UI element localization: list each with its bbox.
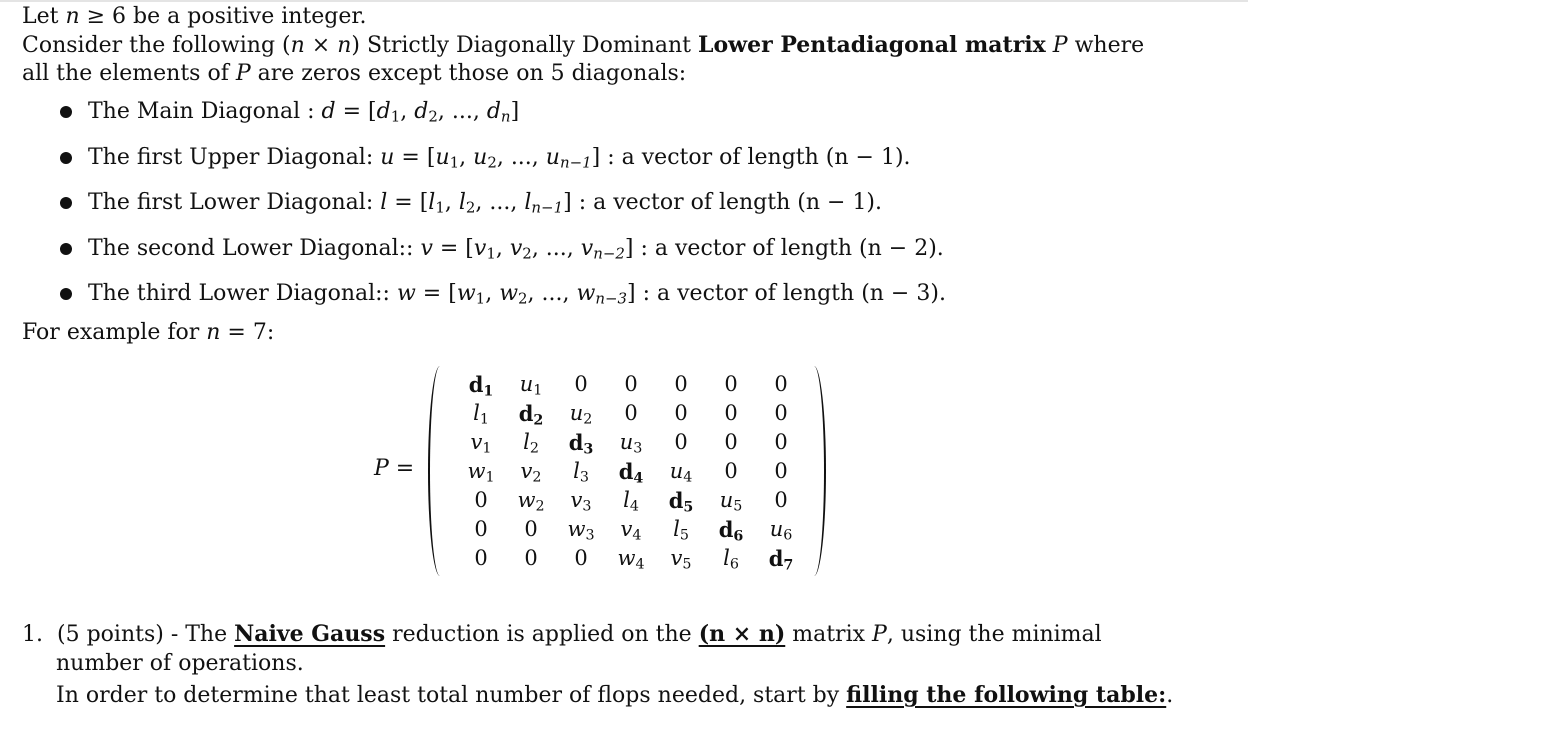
matrix-cell-r5-c3: $v_3$: [570, 488, 592, 515]
matrix-cell-r6-c5: $l_5$: [673, 517, 689, 544]
matrix-cell-r1-c2: $u_1$: [519, 372, 543, 399]
matrix-cell-r5-c1: 0: [474, 488, 488, 512]
matrix-cell-r3-c5: 0: [674, 430, 688, 454]
matrix-cell-r5-c2: $w_2$: [517, 488, 545, 515]
matrix-cell-r2-c7: 0: [774, 401, 788, 425]
bullet-dot-4: [60, 243, 72, 255]
question-line-1: 1. (5 points) - The Naive Gauss reduction is applied on the (n × n) matrix P, using the minimal: [22, 621, 1102, 647]
matrix-cell-r4-c5: $u_4$: [669, 459, 693, 486]
matrix-cell-r1-c7: 0: [774, 372, 788, 396]
matrix-cell-r3-c7: 0: [774, 430, 788, 454]
matrix-cell-r3-c6: 0: [724, 430, 738, 454]
bullet-dot-2: [60, 152, 72, 164]
matrix-cell-r5-c7: 0: [774, 488, 788, 512]
matrix-cell-r4-c7: 0: [774, 459, 788, 483]
bullet-first-upper-diagonal: The first Upper Diagonal: $u = [u_1$, $u_2$, ..., $u_{n-1}$] : a vector of length (n − 1).: [88, 145, 911, 172]
matrix-cell-r3-c2: $l_2$: [523, 430, 539, 457]
matrix-cell-r6-c7: $u_6$: [769, 517, 793, 544]
matrix-cell-r5-c6: $u_5$: [719, 488, 743, 515]
matrix-cell-r3-c4: $u_3$: [619, 430, 643, 457]
intro-line-1: Let n ≥ 6 be a positive integer.: [22, 4, 367, 29]
matrix-cell-r7-c5: $v_5$: [670, 546, 692, 573]
matrix-cell-r7-c7: $d_7$: [768, 546, 794, 574]
matrix-cell-r7-c4: $w_4$: [617, 546, 645, 573]
matrix-cell-r4-c2: $v_2$: [520, 459, 542, 486]
matrix-cell-r6-c4: $v_4$: [620, 517, 642, 544]
matrix-cell-r1-c4: 0: [624, 372, 638, 396]
matrix-grid: [456, 370, 806, 573]
question-line-2: number of operations.: [56, 651, 304, 676]
bullet-main-diagonal: The Main Diagonal : $d = [d_1$, $d_2$, ..., $d_n$]: [88, 99, 520, 126]
question-number: 1.: [22, 622, 43, 647]
matrix-cell-r2-c6: 0: [724, 401, 738, 425]
matrix-type-bold: Lower Pentadiagonal matrix: [698, 32, 1046, 58]
example-line: For example for n = 7:: [22, 320, 275, 345]
matrix-cell-r5-c4: $l_4$: [623, 488, 639, 515]
bullet-first-lower-diagonal: The first Lower Diagonal: $l = [l_1$, $l_2$, ..., $l_{n-1}$] : a vector of length (n − 1).: [88, 190, 883, 217]
matrix-cell-r6-c6: $d_6$: [718, 517, 744, 545]
matrix-cell-r3-c3: $d_3$: [568, 430, 594, 458]
intro-line-2: Consider the following (n × n) Strictly Diagonally Dominant Lower Pentadiagonal matrix P where: [22, 32, 1145, 58]
matrix-cell-r7-c2: 0: [524, 546, 538, 570]
matrix-cell-r4-c1: $w_1$: [467, 459, 495, 486]
matrix-cell-r7-c1: 0: [474, 546, 488, 570]
intro-line-3: all the elements of P are zeros except those on 5 diagonals:: [22, 61, 687, 86]
nxn-emph: (n × n): [698, 621, 786, 647]
matrix-cell-r1-c6: 0: [724, 372, 738, 396]
bullet-dot-5: [60, 288, 72, 300]
matrix-cell-r6-c2: 0: [524, 517, 538, 541]
bullet-dot-1: [60, 106, 72, 118]
matrix-label: P =: [374, 456, 415, 481]
matrix-cell-r5-c5: $d_5$: [668, 488, 694, 516]
matrix-cell-r4-c6: 0: [724, 459, 738, 483]
matrix-cell-r4-c4: $d_4$: [618, 459, 644, 487]
matrix-cell-r6-c3: $w_3$: [567, 517, 595, 544]
matrix-cell-r7-c6: $l_6$: [723, 546, 739, 573]
question-line-3: In order to determine that least total number of flops needed, start by filling the following table:.: [56, 682, 1174, 708]
matrix-cell-r2-c2: $d_2$: [518, 401, 544, 429]
bullet-dot-3: [60, 197, 72, 209]
matrix-cell-r7-c3: 0: [574, 546, 588, 570]
matrix-cell-r1-c5: 0: [674, 372, 688, 396]
matrix-cell-r6-c1: 0: [474, 517, 488, 541]
matrix-cell-r2-c4: 0: [624, 401, 638, 425]
matrix-cell-r3-c1: $v_1$: [470, 430, 492, 457]
naive-gauss-emph: Naive Gauss: [234, 621, 386, 647]
matrix-cell-r1-c3: 0: [574, 372, 588, 396]
fill-table-emph: filling the following table:: [846, 682, 1167, 708]
bullet-second-lower-diagonal: The second Lower Diagonal:: $v = [v_1$, $v_2$, ..., $v_{n-2}$] : a vector of length (n − 2).: [88, 236, 944, 263]
matrix-cell-r4-c3: $l_3$: [573, 459, 589, 486]
matrix-cell-r2-c3: $u_2$: [569, 401, 593, 428]
matrix-p: [428, 366, 826, 576]
matrix-cell-r1-c1: $d_1$: [468, 372, 494, 400]
matrix-cell-r2-c5: 0: [674, 401, 688, 425]
left-parenthesis: [428, 366, 452, 576]
matrix-cell-r2-c1: $l_1$: [473, 401, 489, 428]
top-divider: [0, 0, 1248, 2]
bullet-third-lower-diagonal: The third Lower Diagonal:: $w = [w_1$, $w_2$, ..., $w_{n-3}$] : a vector of length (n − 3).: [88, 281, 946, 308]
